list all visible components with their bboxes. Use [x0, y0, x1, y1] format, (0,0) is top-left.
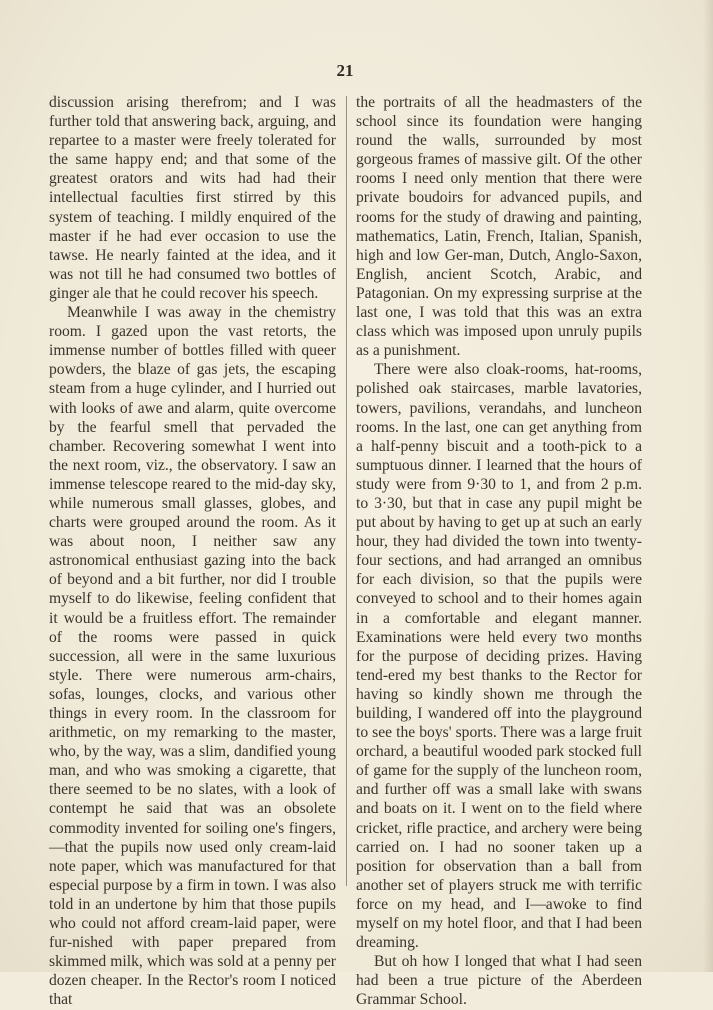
page-number: 21: [336, 61, 354, 80]
paragraph: the portraits of all the headmasters of the school since its foundation were hanging round the walls, surrounded by most gorgeous frames of massive gilt. Of the other rooms I need only mention that there were private boudoirs for advanced pupils, and rooms for the study of drawing and painting, mathematics, Latin, French, Italian, Spanish, high and low Ger-man, Dutch, Anglo-Saxon, English, ancient Scotch, Arabic, and Patagonian. On my expressing surprise at the last one, I was told that this was an extra class which was imposed upon unruly pupils as a punishment.: [356, 94, 642, 360]
paragraph: There were also cloak-rooms, hat-rooms, polished oak staircases, marble lavatories, towers, pavilions, verandahs, and luncheon rooms. In the last, one can get anything from a half-penny biscuit and a tooth-pick to a sumptuous dinner. I learned that the hours of study were from 9·30 to 1, and from 2 p.m. to 3·30, but that in case any pupil might be put about by having to get up at such an early hour, they had divided the town into twenty-four sections, and had arranged an omnibus for each division, so that the pupils were conveyed to school and to their homes again in a comfortable and elegant manner. Examinations were held every two months for the purpose of deciding prizes. Having tend-ered my best thanks to the Rector for having so kindly shown me through the building, I wandered off into the playground to see the boys' sports. There was a large fruit orchard, a beautiful wooded park stocked full of game for the supply of the luncheon room, and further off was a small lake with swans and boats on it. I went on to the field where cricket, rifle practice, and archery were being carried on. I had no sooner taken up a position for observation than a ball from another set of players struck me with terrific force on my head, and I—awoke to find myself on my hotel floor, and that I had been dreaming.: [356, 361, 642, 952]
left-column: [49, 93, 336, 1010]
paragraph: But oh how I longed that what I had seen had been a true picture of the Aberdeen Grammar School.: [356, 953, 642, 1009]
paragraph: Meanwhile I was away in the chemistry room. I gazed upon the vast retorts, the immense number of bottles filled with queer powders, the blaze of gas jets, the escaping steam from a huge cylinder, and I hurried out with looks of awe and alarm, quite overcome by the fearful smell that pervaded the chamber. Recovering somewhat I went into the next room, viz., the observatory. I saw an immense telescope reared to the mid-day sky, while numerous small glasses, globes, and charts were grouped around the room. As it was about noon, I neither saw any astronomical enthusiast gazing into the back of beyond and a bit further, nor did I trouble myself to do likewise, feeling confident that it would be a fruitless effort. The remainder of the rooms were passed in quick succession, all were in the same luxurious style. There were numerous arm-chairs, sofas, lounges, clocks, and various other things in every room. In the classroom for arithmetic, on my remarking to the master, who, by the way, was a slim, dandified young man, and who was smoking a cigarette, that there seemed to be no slates, with a look of contempt he said that was an obsolete commodity invented for soiling one's fingers,—that the pupils now used only cream-laid note paper, which was manufactured for that especial purpose by a firm in town. I was also told in an undertone by him that those pupils who could not afford cream-laid paper, were fur-nished with paper prepared from skimmed milk, which was sold at a penny per dozen cheaper. In the Rector's room I noticed that: [49, 304, 336, 1009]
paragraph: discussion arising therefrom; and I was further told that answering back, arguing, and repartee to a master were freely tolerated for the same happy end; and that some of the greatest orators and wits had had their intellectual faculties first stirred by this system of teaching. I mildly enquired of the master if he had ever occasion to use the tawse. He nearly fainted at the idea, and it was not till he had consumed two bottles of ginger ale that he could recover his speech.: [49, 94, 336, 302]
page-edge-shadow: [703, 0, 713, 972]
column-divider: [346, 96, 347, 886]
right-column: [356, 93, 642, 1010]
